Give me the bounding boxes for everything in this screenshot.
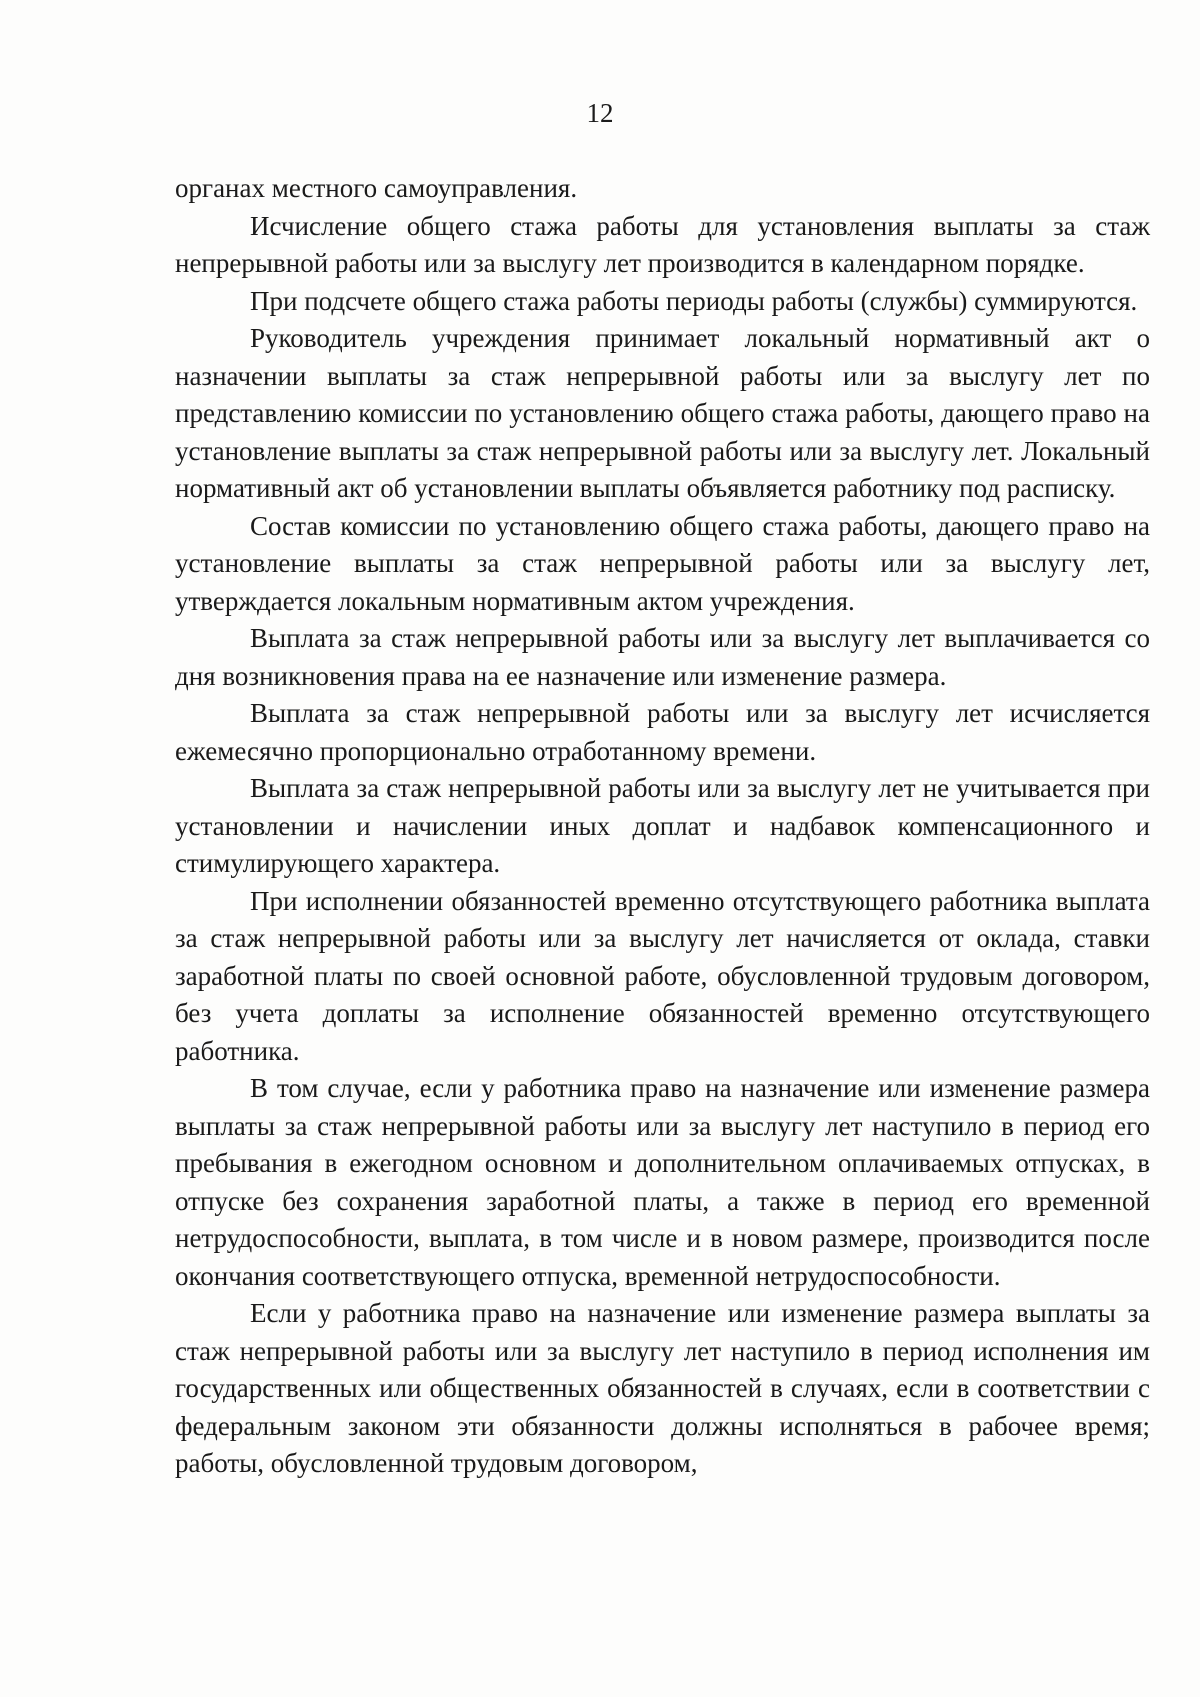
- paragraph-9: При исполнении обязанностей временно отсутствующего работника выплата за стаж непрерывной работы или за выслугу лет начисляется от оклада, ставки заработной платы по своей основной работе, обусловленной трудовым договором, без учета доплаты за исполнение обязанностей временно отсутствующего работника.: [175, 885, 1150, 1066]
- paragraph-7: Выплата за стаж непрерывной работы или за выслугу лет исчисляется ежемесячно пропорционально отработанному времени.: [175, 698, 1150, 766]
- paragraph-3: При подсчете общего стажа работы периоды работы (службы) суммируются.: [250, 285, 1138, 316]
- paragraph-8: Выплата за стаж непрерывной работы или за выслугу лет не учитывается при установлении и начислении иных доплат и надбавок компенсационного и стимулирующего характера.: [175, 773, 1150, 878]
- paragraph-4: Руководитель учреждения принимает локальный нормативный акт о назначении выплаты за стаж непрерывной работы или за выслугу лет по представлению комиссии по установлению общего стажа работы, дающего право на установление выплаты за стаж непрерывной работы или за выслугу лет. Локальный нормативный акт об установлении выплаты объявляется работнику под расписку.: [175, 323, 1150, 503]
- paragraph-5: Состав комиссии по установлению общего стажа работы, дающего право на установление выплаты за стаж непрерывной работы или за выслугу лет, утверждается локальным нормативным актом учреждения.: [175, 510, 1150, 616]
- paragraph-10: В том случае, если у работника право на назначение или изменение размера выплаты за стаж непрерывной работы или за выслугу лет наступило в период его пребывания в ежегодном основном и дополнительном оплачиваемых отпусках, в отпуске без сохранения заработной платы, а также в период его временной нетрудоспособности, выплата, в том числе и в новом размере, производится после окончания соответствующего отпуска, временной нетрудоспособности.: [175, 1073, 1150, 1291]
- page-number: 12: [586, 98, 614, 128]
- body-text: [175, 170, 1150, 1483]
- paragraph-1: органах местного самоуправления.: [175, 173, 578, 203]
- paragraph-6: Выплата за стаж непрерывной работы или за выслугу лет выплачивается со дня возникновения права на ее назначение или изменение размера.: [175, 623, 1150, 691]
- paragraph-11: Если у работника право на назначение или изменение размера выплаты за стаж непрерывной работы или за выслугу лет наступило в период исполнения им государственных или общественных обязанностей в случаях, если в соответствии с федеральным законом эти обязанности должны исполняться в рабочее время; работы, обусловленной трудовым договором,: [175, 1298, 1150, 1478]
- paragraph-2: Исчисление общего стажа работы для установления выплаты за стаж непрерывной работы или за выслугу лет производится в календарном порядке.: [175, 210, 1150, 278]
